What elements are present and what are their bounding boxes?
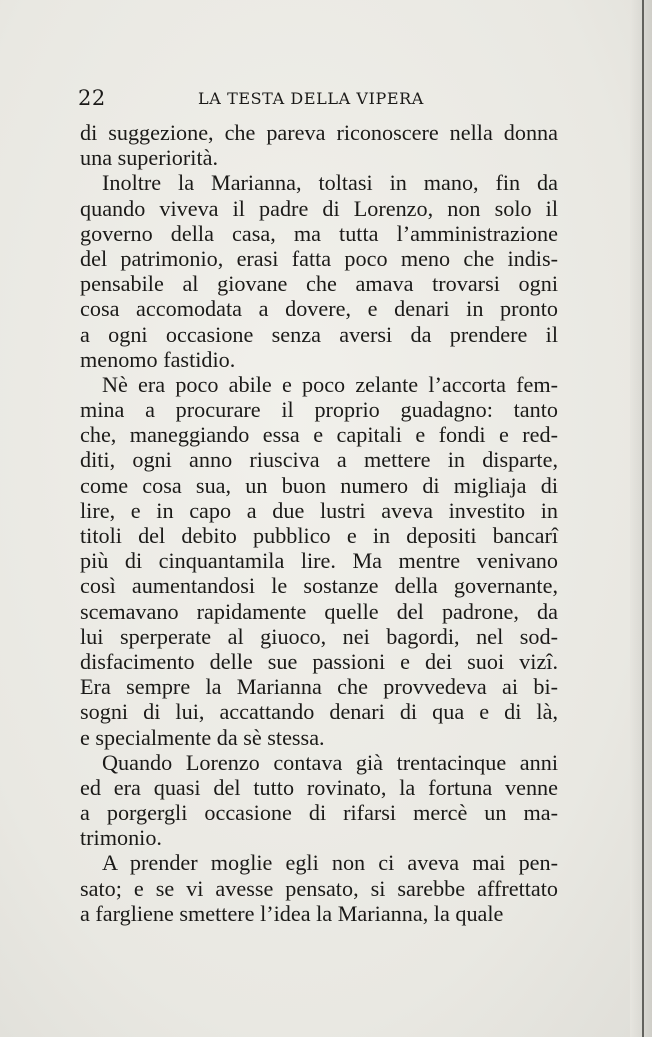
text-line: scemavano rapidamente quelle del padrone, da (80, 598, 558, 624)
text-line: come cosa sua, un buon numero di migliaja di (80, 472, 558, 498)
text-line: Era sempre la Marianna che provvedeva ai bi- (80, 674, 558, 700)
paragraph (80, 850, 558, 926)
text-line: che, maneggiando essa e capitali e fondi e red- (80, 422, 558, 448)
text-line: a fargliene smettere l’idea la Marianna, la quale (80, 900, 504, 926)
text-line: di suggezione, che pareva riconoscere nella donna (80, 120, 558, 145)
running-title: LA TESTA DELLA VIPERA (198, 89, 424, 108)
text-line: del patrimonio, erasi fatta poco meno che indis- (80, 245, 558, 271)
text-line: a ogni occasione senza aversi da prendere il (80, 321, 558, 347)
paragraph (80, 372, 558, 750)
text-line: una superiorità. (80, 145, 219, 171)
text-line: menomo fastidio. (80, 346, 236, 372)
text-line: diti, ogni anno riusciva a mettere in disparte, (80, 447, 558, 473)
text-line: disfacimento delle sue passioni e dei suoi vizî. (80, 648, 558, 674)
paragraph (80, 170, 558, 372)
paragraph (80, 120, 558, 170)
text-line: mina a procurare il proprio guadagno: tanto (80, 397, 558, 423)
text-line: pensabile al giovane che amava trovarsi ogni (80, 271, 558, 297)
text-line: governo della casa, ma tutta l’amministrazione (80, 220, 558, 246)
page-gutter (630, 0, 652, 1037)
paragraph (80, 750, 558, 851)
text-line: Inoltre la Marianna, toltasi in mano, fin da (102, 170, 558, 196)
text-line: più di cinquantamila lire. Ma mentre venivano (80, 548, 558, 574)
text-line: così aumentandosi le sostanze della governante, (80, 573, 558, 599)
text-line: ed era quasi del tutto rovinato, la fortuna venne (80, 774, 558, 800)
text-line: a porgergli occasione di rifarsi mercè un ma- (80, 800, 558, 826)
text-line: A prender moglie egli non ci aveva mai pen- (102, 850, 558, 876)
page-header (78, 86, 558, 112)
text-line: lui sperperate al giuoco, nei bagordi, nel sod- (80, 623, 558, 649)
text-line: Quando Lorenzo contava già trentacinque anni (102, 749, 558, 775)
text-line: sogni di lui, accattando denari di qua e di là, (80, 699, 558, 725)
text-line: titoli del debito pubblico e in depositi bancarî (80, 523, 558, 548)
text-line: sato; e se vi avesse pensato, si sarebbe affrettato (80, 875, 558, 901)
gutter-edge-line (642, 0, 644, 1037)
text-line: e specialmente da sè stessa. (80, 724, 325, 750)
text-line: cosa accomodata a dovere, e denari in pronto (80, 296, 558, 322)
body-text (80, 120, 558, 926)
text-line: lire, e in capo a due lustri aveva investito in (80, 497, 558, 523)
page-number: 22 (78, 86, 106, 110)
text-line: trimonio. (80, 825, 162, 851)
text-line: quando viveva il padre di Lorenzo, non solo il (80, 195, 558, 221)
text-line: Nè era poco abile e poco zelante l’accorta fem- (102, 371, 558, 397)
